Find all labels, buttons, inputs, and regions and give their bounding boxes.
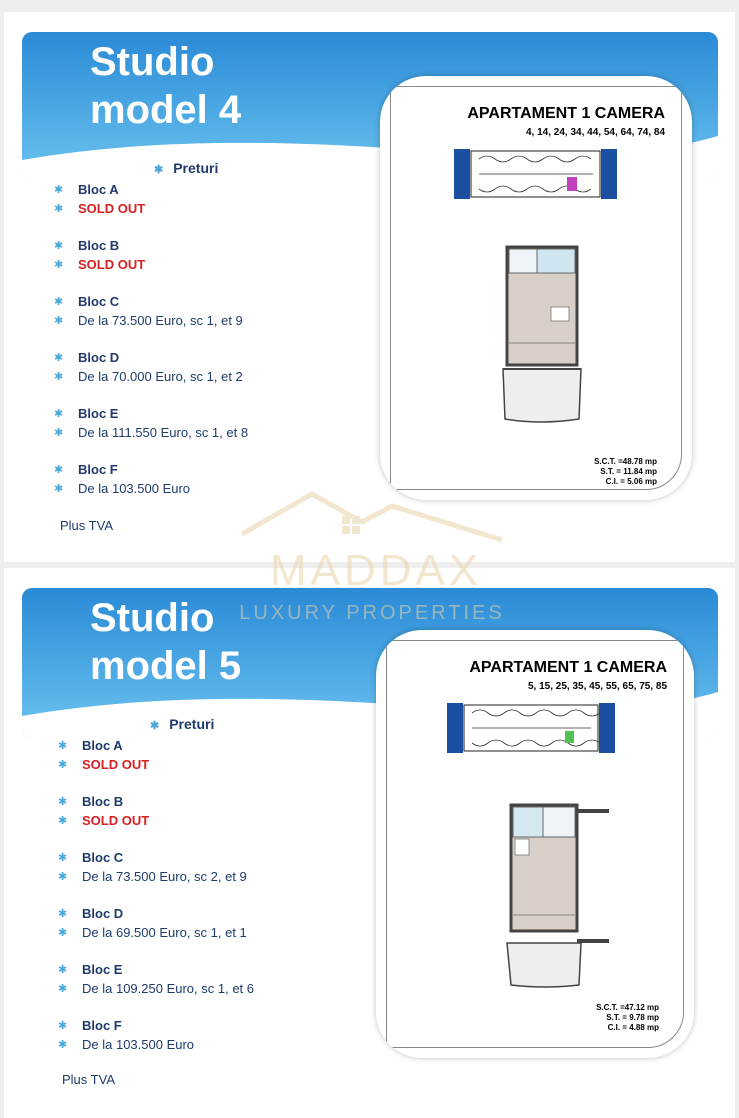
- prices-heading: ✱ Preturi: [154, 160, 219, 176]
- bullet-icon: ✱: [58, 983, 68, 995]
- floor-plan-card: [376, 630, 694, 1058]
- bullet-icon: ✱: [58, 871, 68, 883]
- bloc-name: Bloc D: [82, 906, 124, 921]
- bullet-icon: ✱: [58, 1039, 68, 1051]
- bloc-f: [54, 460, 354, 498]
- bloc-name: Bloc B: [82, 794, 124, 809]
- price-text: De la 70.000 Euro, sc 1, et 2: [78, 369, 243, 384]
- bullet-icon: ✱: [58, 740, 68, 752]
- bloc-name: Bloc A: [78, 182, 119, 197]
- bloc-name: Bloc B: [78, 238, 120, 253]
- bullet-icon: ✱: [54, 203, 64, 215]
- bullet-icon: ✱: [54, 352, 64, 364]
- plan-title: APARTAMENT 1 CAMERA: [469, 659, 667, 676]
- bloc-e: [58, 960, 358, 998]
- bloc-f: [58, 1016, 358, 1054]
- bloc-name: Bloc F: [78, 462, 118, 477]
- bullet-icon: ✱: [58, 796, 68, 808]
- apartment-layout: [503, 247, 581, 422]
- bloc-name: Bloc E: [78, 406, 119, 421]
- floor-plan: [390, 86, 682, 490]
- sold-out-label: SOLD OUT: [82, 757, 150, 772]
- bloc-a: [54, 180, 354, 218]
- bloc-name: Bloc A: [82, 738, 123, 753]
- floor-plan-drawing: [387, 641, 684, 1048]
- bloc-c: [58, 848, 358, 886]
- sold-out-label: SOLD OUT: [78, 201, 146, 216]
- slide-title: Studio model 5: [90, 596, 242, 688]
- bullet-icon: ✱: [54, 408, 64, 420]
- bullet-icon: ✱: [54, 296, 64, 308]
- bullet-icon: ✱: [58, 852, 68, 864]
- price-text: De la 103.500 Euro: [78, 481, 191, 496]
- bullet-icon: ✱: [150, 720, 160, 732]
- price-text: De la 73.500 Euro, sc 2, et 9: [82, 869, 247, 884]
- bloc-b: [54, 236, 354, 274]
- price-text: De la 111.550 Euro, sc 1, et 8: [78, 425, 249, 440]
- floor-plan-drawing: [391, 87, 682, 490]
- price-text: De la 73.500 Euro, sc 1, et 9: [78, 313, 243, 328]
- bullet-icon: ✱: [58, 927, 68, 939]
- price-text: De la 69.500 Euro, sc 1, et 1: [82, 925, 247, 940]
- bloc-d: [58, 904, 358, 942]
- building-key-plan: [447, 703, 615, 753]
- bloc-c: [54, 292, 354, 330]
- bullet-icon: ✱: [54, 315, 64, 327]
- floor-plan-card: [380, 76, 692, 500]
- bloc-d: [54, 348, 354, 386]
- sold-out-label: SOLD OUT: [82, 813, 150, 828]
- watermark-tagline: LUXURY PROPERTIES: [239, 602, 505, 624]
- sold-out-label: SOLD OUT: [78, 257, 146, 272]
- bloc-e: [54, 404, 354, 442]
- bloc-a: [58, 736, 358, 774]
- price-text: De la 109.250 Euro, sc 1, et 6: [82, 981, 254, 996]
- vat-note: Plus TVA: [62, 1072, 115, 1087]
- bullet-icon: ✱: [54, 259, 64, 271]
- watermark-name: MADDAX: [269, 546, 483, 595]
- surface-stats: S.C.T. =48.78 mp S.T. = 11.84 mp C.I. = 5.06 mp: [594, 457, 657, 486]
- building-key-plan: [454, 149, 617, 199]
- vat-note: Plus TVA: [60, 518, 113, 533]
- bullet-icon: ✱: [54, 464, 64, 476]
- prices-heading: ✱ Preturi: [150, 716, 215, 732]
- bloc-name: Bloc C: [82, 850, 124, 865]
- plan-units: 5, 15, 25, 35, 45, 55, 65, 75, 85: [528, 681, 667, 692]
- bullet-icon: ✱: [54, 427, 64, 439]
- slide-title: Studio model 4: [90, 40, 242, 132]
- bullet-icon: ✱: [54, 240, 64, 252]
- slide-studio-model-5: [4, 568, 735, 1118]
- bullet-icon: ✱: [54, 483, 64, 495]
- bullet-icon: ✱: [54, 371, 64, 383]
- bloc-name: Bloc D: [78, 350, 120, 365]
- plan-units: 4, 14, 24, 34, 44, 54, 64, 74, 84: [526, 127, 665, 138]
- bullet-icon: ✱: [58, 815, 68, 827]
- surface-stats: S.C.T. =47.12 mp S.T. = 9.78 mp C.I. = 4.88 mp: [596, 1003, 659, 1032]
- bloc-name: Bloc C: [78, 294, 120, 309]
- bullet-icon: ✱: [154, 164, 164, 176]
- bullet-icon: ✱: [58, 1020, 68, 1032]
- bullet-icon: ✱: [58, 964, 68, 976]
- slide-studio-model-4: [4, 12, 735, 562]
- bullet-icon: ✱: [58, 908, 68, 920]
- floor-plan: [386, 640, 684, 1048]
- bloc-name: Bloc F: [82, 1018, 122, 1033]
- bullet-icon: ✱: [58, 759, 68, 771]
- bloc-name: Bloc E: [82, 962, 123, 977]
- apartment-layout: [507, 805, 609, 987]
- bullet-icon: ✱: [54, 184, 64, 196]
- bloc-b: [58, 792, 358, 830]
- price-text: De la 103.500 Euro: [82, 1037, 195, 1052]
- plan-title: APARTAMENT 1 CAMERA: [467, 105, 665, 122]
